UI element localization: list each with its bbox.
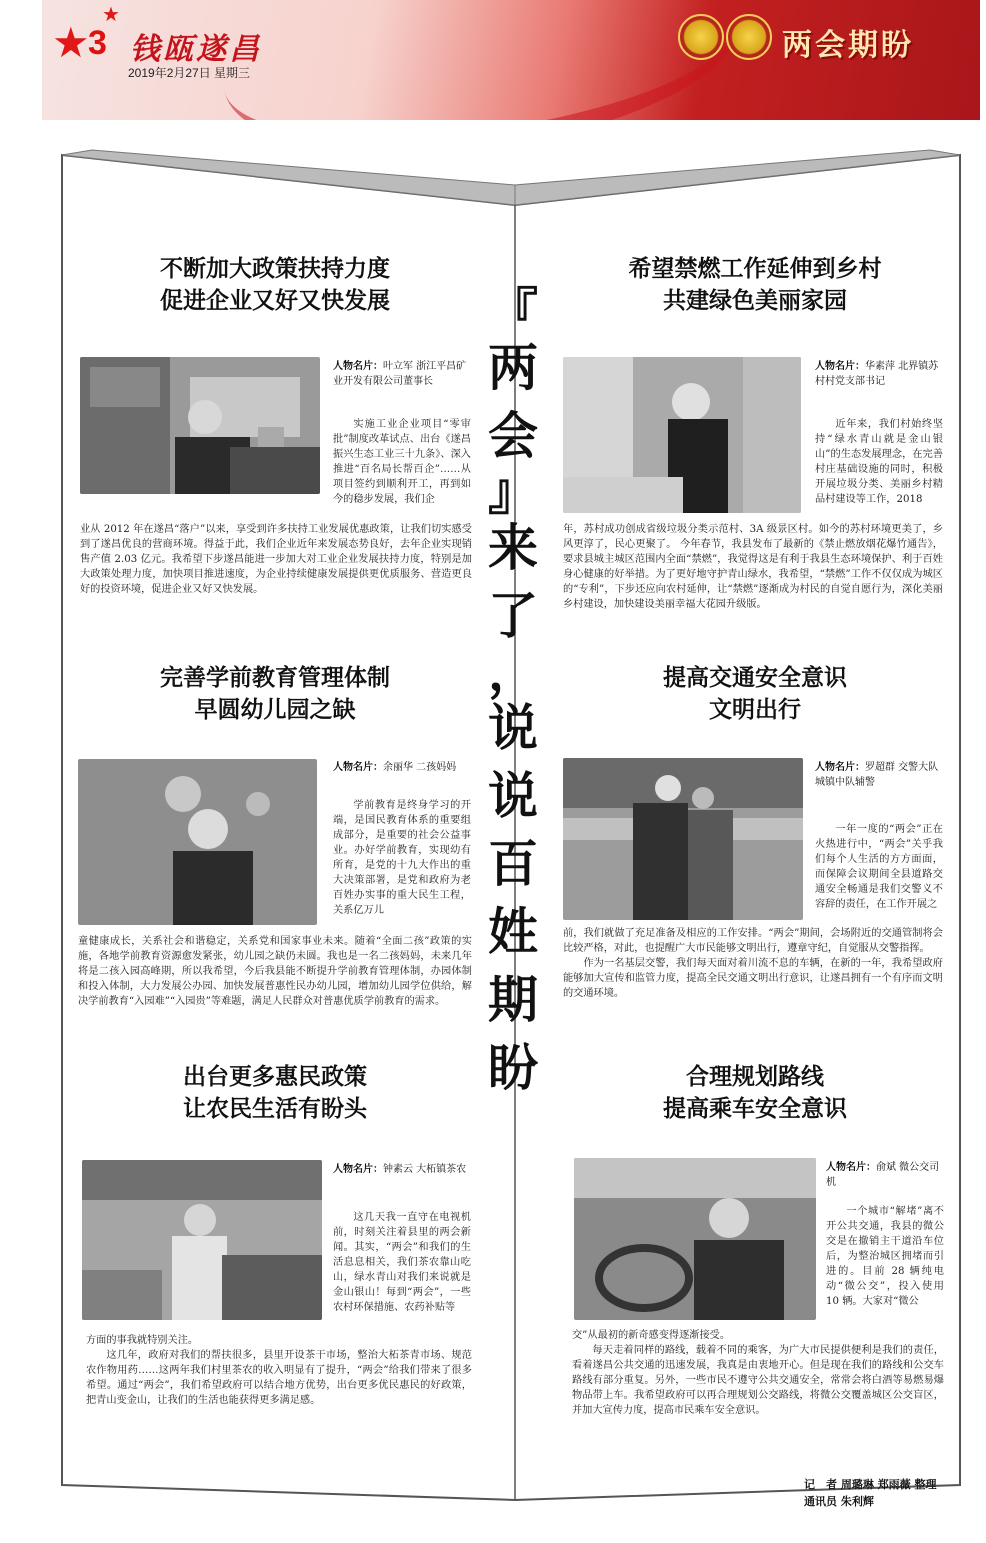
credits-correspondent: 通讯员 朱利辉 xyxy=(804,1495,874,1508)
headline-line: 提高交通安全意识 xyxy=(663,665,847,691)
banner-swoosh xyxy=(211,0,752,120)
person-caption xyxy=(826,1160,946,1190)
caption-label: 人物名片： xyxy=(815,361,865,372)
article-side-text: 这几天我一直守在电视机前，时刻关注着县里的两会新闻。其实，“两会”和我们的生活息息相关，我们茶农靠山吃山，绿水青山对我们来说就是金山银山！每到“两会”，一些农村环保措施、农药补贴等 xyxy=(333,1212,471,1313)
caption-label: 人物名片： xyxy=(333,361,383,372)
headline-line: 早圆幼儿园之缺 xyxy=(194,697,356,723)
body-paragraph: 交”从最初的新奇感变得逐渐接受。 xyxy=(572,1330,731,1341)
article-side-text: 近年来，我们村始终坚持“绿水青山就是金山银山”的生态发展理念，在完善村庄基础设施的同时，积极开展垃圾分类、美丽乡村精品村建设等工作，2018 xyxy=(815,419,943,505)
body-paragraph: 年，苏村成功创成省级垃圾分类示范村、3A 级景区村。如今的苏村环境更美了，乡风更淳了，民心更聚了。 今年春节，我县发布了最新的《禁止燃放烟花爆竹通告》，要求县城主城区范围内全面“禁燃”，我觉得这是有利于我县生态环境保护、利于百姓身心健康的好举措。为了更好地守护青山绿水，我希望，“禁燃”工作不仅仅成为城区的“专利”，下步还应向农村延伸，让“禁燃”逐渐成为村民的自觉自愿行为，深化美丽乡村建设，加快建设美丽幸福大花园升级版。 xyxy=(563,524,943,610)
article-body xyxy=(86,1333,472,1408)
headline-line: 不断加大政策扶持力度 xyxy=(160,256,390,282)
vertical-title-char: 百 xyxy=(488,835,538,893)
body-paragraph: 业从 2012 年在遂昌“落户”以来，享受到许多扶持工业发展优惠政策，让我们切实感受到了遂昌优良的营商环境。得益于此，我们企业近年来发展态势良好，去年企业实现销售产值 2.03 亿元。我希望下步遂昌能进一步加大对工业企业发展扶持力度，特别是加大政策处理力度，加快项目推进速度，为企业持续健康发展提供更优质服务、营造更良好的投资环境，促进企业又好又快发展。 xyxy=(80,524,472,595)
caption-text: 余丽华 二孩妈妈 xyxy=(383,762,457,773)
paper-name: 钱瓯遂昌 xyxy=(130,32,262,67)
article-headline xyxy=(570,253,940,317)
article-body xyxy=(572,1328,944,1418)
body-paragraph: 这几年，政府对我们的帮扶很多，县里开设茶干市场，整治大柘茶青市场、规范农作物用药……这两年我们村里茶农的收入明显有了提升，“两会”给我们带来了很多希望。通过“两会”，我们希望政府可以结合地方优势，出台更多优民惠民的好政策，把青山变金山，让我们的生活也能获得更多满足感。 xyxy=(86,1350,472,1406)
vertical-title-char: 盼 xyxy=(488,1039,538,1097)
vertical-title-char: 姓 xyxy=(488,903,538,961)
body-paragraph: 作为一名基层交警，我们每天面对着川流不息的车辆，在新的一年，我希望政府能够加大宣传和监管力度，提高全民交通文明出行意识，让遂昌拥有一个有序而文明的交通环境。 xyxy=(563,958,943,999)
body-paragraph: 童健康成长，关系社会和谐稳定，关系党和国家事业未来。随着“全面二孩”政策的实施，各地学前教育资源愈发紧张，幼儿园之缺仍未圆。我也是一名二孩妈妈，未来几年将是二孩入园高峰期，所以我希望，今后我县能不断提升学前教育管理体制，办园体制和投入体制，大力发展公办园、加快发展普惠性民办幼儿园，增加幼儿园学位供给，解决学前教育“入园难”“入园贵”等难题，满足人民群众对普惠优质学前教育的需求。 xyxy=(78,936,472,1007)
body-paragraph: 方面的事我就特别关注。 xyxy=(86,1335,199,1346)
national-emblem-icon xyxy=(678,14,724,60)
vertical-title-char: 两 xyxy=(488,339,538,397)
article-body xyxy=(563,926,943,1001)
person-caption xyxy=(815,359,945,389)
masthead-banner xyxy=(42,0,980,120)
article-body xyxy=(80,522,472,597)
body-paragraph: 前，我们就做了充足准备及相应的工作安排。“两会”期间，会场附近的交通管制将会比较严格，对此，也提醒广大市民能够文明出行，遵章守纪，自觉服从交警指挥。 xyxy=(563,928,943,954)
person-caption xyxy=(815,760,945,790)
caption-text: 俞斌 微公交司机 xyxy=(826,1162,940,1188)
headline-line: 完善学前教育管理体制 xyxy=(160,665,390,691)
headline-line: 共建绿色美丽家园 xyxy=(663,288,847,314)
vertical-title-char: 期 xyxy=(488,971,538,1029)
caption-label: 人物名片： xyxy=(333,762,383,773)
star-icon: ★ xyxy=(102,2,120,26)
article-body xyxy=(563,522,943,612)
star-icon: ★ xyxy=(52,18,90,67)
caption-label: 人物名片： xyxy=(826,1162,876,1173)
portrait-photo xyxy=(80,357,320,494)
vertical-main-title xyxy=(478,283,548,1102)
caption-text: 华素萍 北界镇苏村村党支部书记 xyxy=(815,361,939,387)
headline-line: 合理规划路线 xyxy=(686,1064,824,1090)
credits xyxy=(804,1476,937,1510)
vertical-title-char: 』 xyxy=(488,463,538,521)
credits-reporters: 记 者 周璐琳 郑雨薇 整理 xyxy=(804,1478,937,1491)
vertical-title-char: 了 xyxy=(488,587,538,645)
portrait-photo xyxy=(574,1158,816,1320)
vertical-title-char: 来 xyxy=(488,519,538,577)
portrait-photo xyxy=(563,758,803,920)
headline-line: 文明出行 xyxy=(709,697,801,723)
caption-label: 人物名片： xyxy=(815,762,865,773)
section-title: 两会期盼 xyxy=(782,28,914,63)
article-headline xyxy=(90,1061,460,1125)
article-headline xyxy=(570,662,940,726)
portrait-photo xyxy=(82,1160,322,1320)
article-headline xyxy=(90,253,460,317)
caption-label: 人物名片： xyxy=(333,1164,383,1175)
article-side-text: 实施工业企业项目“零审批”制度改革试点、出台《遂昌振兴生态工业三十九条》、深入推进“百名局长帮百企”……从项目签约到顺利开工，再到如今的稳步发展，我们企 xyxy=(333,419,471,505)
headline-line: 让农民生活有盼头 xyxy=(183,1096,367,1122)
article-side-text: 学前教育是终身学习的开端，是国民教育体系的重要组成部分，是重要的社会公益事业。办好学前教育，实现幼有所育，是党的十九大作出的重大决策部署，是党和政府为老百姓办实事的重大民生工程，关系亿万儿 xyxy=(333,800,471,916)
article-headline xyxy=(570,1061,940,1125)
headline-line: 出台更多惠民政策 xyxy=(183,1064,367,1090)
page-number: 3 xyxy=(88,24,107,62)
cppcc-emblem-icon xyxy=(726,14,772,60)
vertical-title-char: 会 xyxy=(488,407,538,465)
person-caption xyxy=(333,359,473,389)
vertical-title-char: 说 xyxy=(488,699,538,757)
caption-text: 罗超群 交警大队城镇中队辅警 xyxy=(815,762,939,788)
portrait-photo xyxy=(563,357,801,513)
vertical-title-char: ， xyxy=(488,643,538,701)
portrait-photo xyxy=(78,759,317,925)
caption-text: 钟素云 大柘镇茶农 xyxy=(383,1164,467,1175)
article-side-text: 一年一度的“两会”正在火热进行中，“两会”关乎我们每个人生活的方方面面，而保障会议期间全县道路交通安全畅通是我们交警义不容辞的责任，在工作开展之 xyxy=(815,824,943,910)
issue-date: 2019年2月27日 星期三 xyxy=(128,66,251,80)
vertical-title-char: 『 xyxy=(488,283,538,341)
article-side-text: 一个城市“解堵”离不开公共交通，我县的微公交是在撤销主干道沿车位后，为整治城区拥堵而引进的。目前 28 辆纯电动“微公交”，投入使用 10 辆。大家对“微公 xyxy=(826,1206,944,1307)
vertical-title-char: 说 xyxy=(488,767,538,825)
person-caption xyxy=(333,1162,473,1177)
article-body xyxy=(78,934,472,1009)
headline-line: 促进企业又好又快发展 xyxy=(160,288,390,314)
person-caption xyxy=(333,760,473,775)
caption-text: 叶立军 浙江平昌矿业开发有限公司董事长 xyxy=(333,361,467,387)
headline-line: 提高乘车安全意识 xyxy=(663,1096,847,1122)
article-headline xyxy=(90,662,460,726)
body-paragraph: 每天走着同样的路线，载着不同的乘客，为广大市民提供便利是我们的责任，看着遂昌公共交通的迅速发展，我真是由衷地开心。但是现在我们的路线和公交车路线有部分重复。另外，一些市民不遵守公共交通安全，常常会将白酒等易燃易爆物品带上车。我希望政府可以再合理规划公交路线，将微公交覆盖城区公交盲区，并加大宣传力度，提高市民乘车安全意识。 xyxy=(572,1345,944,1416)
headline-line: 希望禁燃工作延伸到乡村 xyxy=(628,256,882,282)
